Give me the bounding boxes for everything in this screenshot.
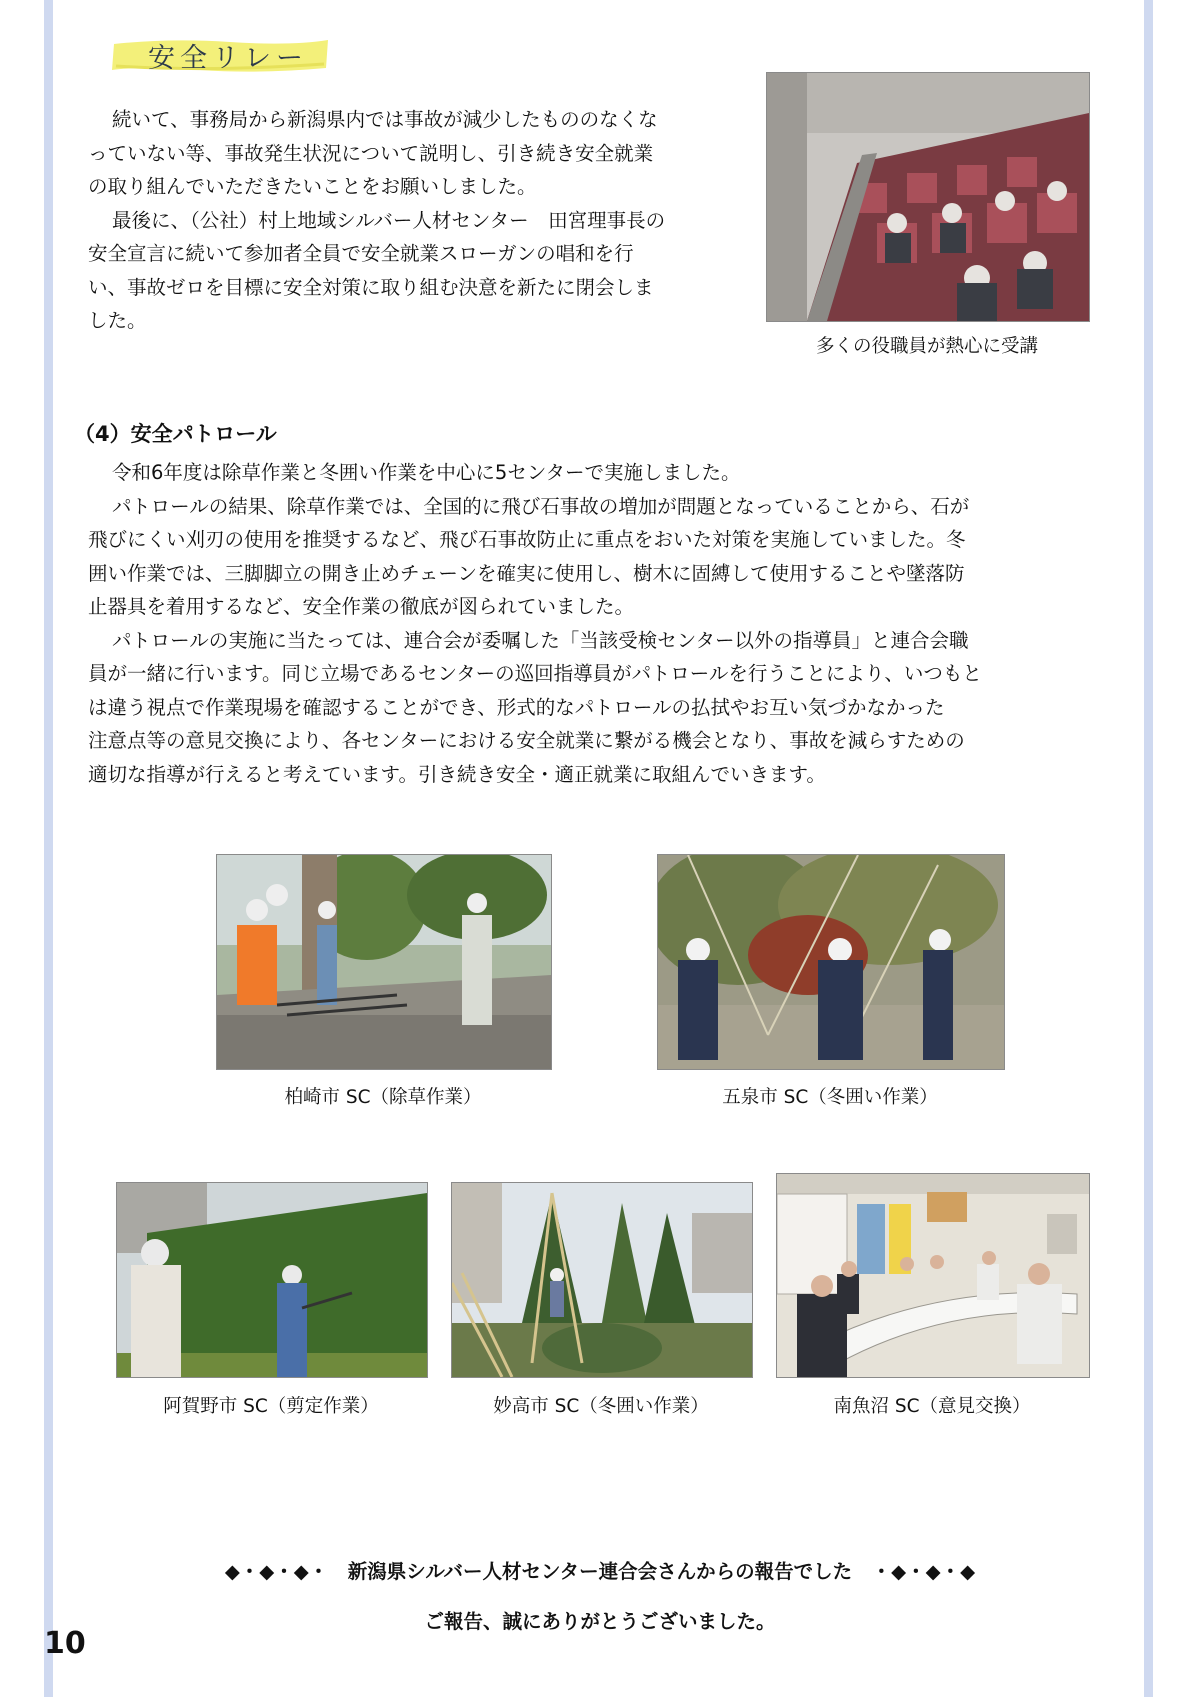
relay-paragraph — [88, 103, 665, 338]
paragraph-line: 続いて、事務局から新潟県内では事故が減少したもののなくな — [112, 108, 658, 131]
myoko-caption: 妙高市 SC（冬囲い作業） — [493, 1396, 709, 1417]
closing-line-2: ご報告、誠にありがとうございました。 — [424, 1610, 776, 1633]
paragraph-line: 飛びにくい刈刃の使用を推奨するなど、飛び石事故防止に重点をおいた対策を実施していました。冬 — [88, 528, 966, 551]
audience-photo — [766, 72, 1090, 322]
gosen-photo — [657, 854, 1005, 1070]
paragraph-line: 員が一緒に行います。同じ立場であるセンターの巡回指導員がパトロールを行うことにより、いつもと — [88, 662, 982, 685]
patrol-paragraph — [88, 456, 982, 791]
paragraph-line: 安全宣言に続いて参加者全員で安全就業スローガンの唱和を行 — [88, 242, 634, 265]
section-heading — [110, 34, 332, 74]
paragraph-line: 令和6年度は除草作業と冬囲い作業を中心に5センターで実施しました。 — [112, 461, 741, 484]
paragraph-line: の取り組んでいただきたいことをお願いしました。 — [88, 175, 537, 198]
agano-caption: 阿賀野市 SC（剪定作業） — [163, 1396, 379, 1417]
left-margin-bar — [44, 0, 53, 1697]
kashiwazaki-photo — [216, 854, 552, 1070]
paragraph-line: した。 — [88, 309, 147, 332]
minamiuonuma-caption: 南魚沼 SC（意見交換） — [833, 1396, 1031, 1417]
paragraph-line: 適切な指導が行えると考えています。引き続き安全・適正就業に取組んでいきます。 — [88, 762, 826, 786]
paragraph-line: パトロールの実施に当たっては、連合会が委嘱した「当該受検センター以外の指導員」と連合会職 — [112, 628, 969, 652]
paragraph-line: 最後に、（公社）村上地域シルバー人材センター 田宮理事長の — [112, 208, 666, 232]
patrol-section-title: （4）安全パトロール — [74, 422, 277, 446]
closing-line-1: ◆・◆・◆・ 新潟県シルバー人材センター連合会さんからの報告でした ・◆・◆・◆ — [224, 1560, 976, 1583]
minamiuonuma-photo — [776, 1173, 1090, 1378]
paragraph-line: は違う視点で作業現場を確認することができ、形式的なパトロールの払拭やお互い気づかなかった — [88, 695, 945, 719]
kashiwazaki-caption: 柏崎市 SC（除草作業） — [284, 1087, 482, 1108]
paragraph-line: っていない等、事故発生状況について説明し、引き続き安全就業 — [88, 141, 654, 165]
paragraph-line: パトロールの結果、除草作業では、全国的に飛び石事故の増加が問題となっていることから、石が — [112, 494, 970, 518]
paragraph-line: い、事故ゼロを目標に安全対策に取り組む決意を新たに閉会しま — [88, 275, 654, 299]
gosen-caption: 五泉市 SC（冬囲い作業） — [722, 1087, 938, 1108]
agano-photo — [116, 1182, 428, 1378]
right-margin-bar — [1144, 0, 1153, 1697]
audience-photo-caption: 多くの役職員が熱心に受講 — [815, 336, 1038, 357]
myoko-photo — [451, 1182, 753, 1378]
section-heading-text: 安全リレー — [148, 43, 308, 74]
paragraph-line: 止器具を着用するなど、安全作業の徹底が図られていました。 — [88, 595, 635, 618]
paragraph-line: 囲い作業では、三脚脚立の開き止めチェーンを確実に使用し、樹木に固縛して使用することや墜落防 — [88, 561, 965, 585]
page-number: 10 — [44, 1626, 86, 1661]
paragraph-line: 注意点等の意見交換により、各センターにおける安全就業に繋がる機会となり、事故を減らすための — [88, 729, 965, 752]
